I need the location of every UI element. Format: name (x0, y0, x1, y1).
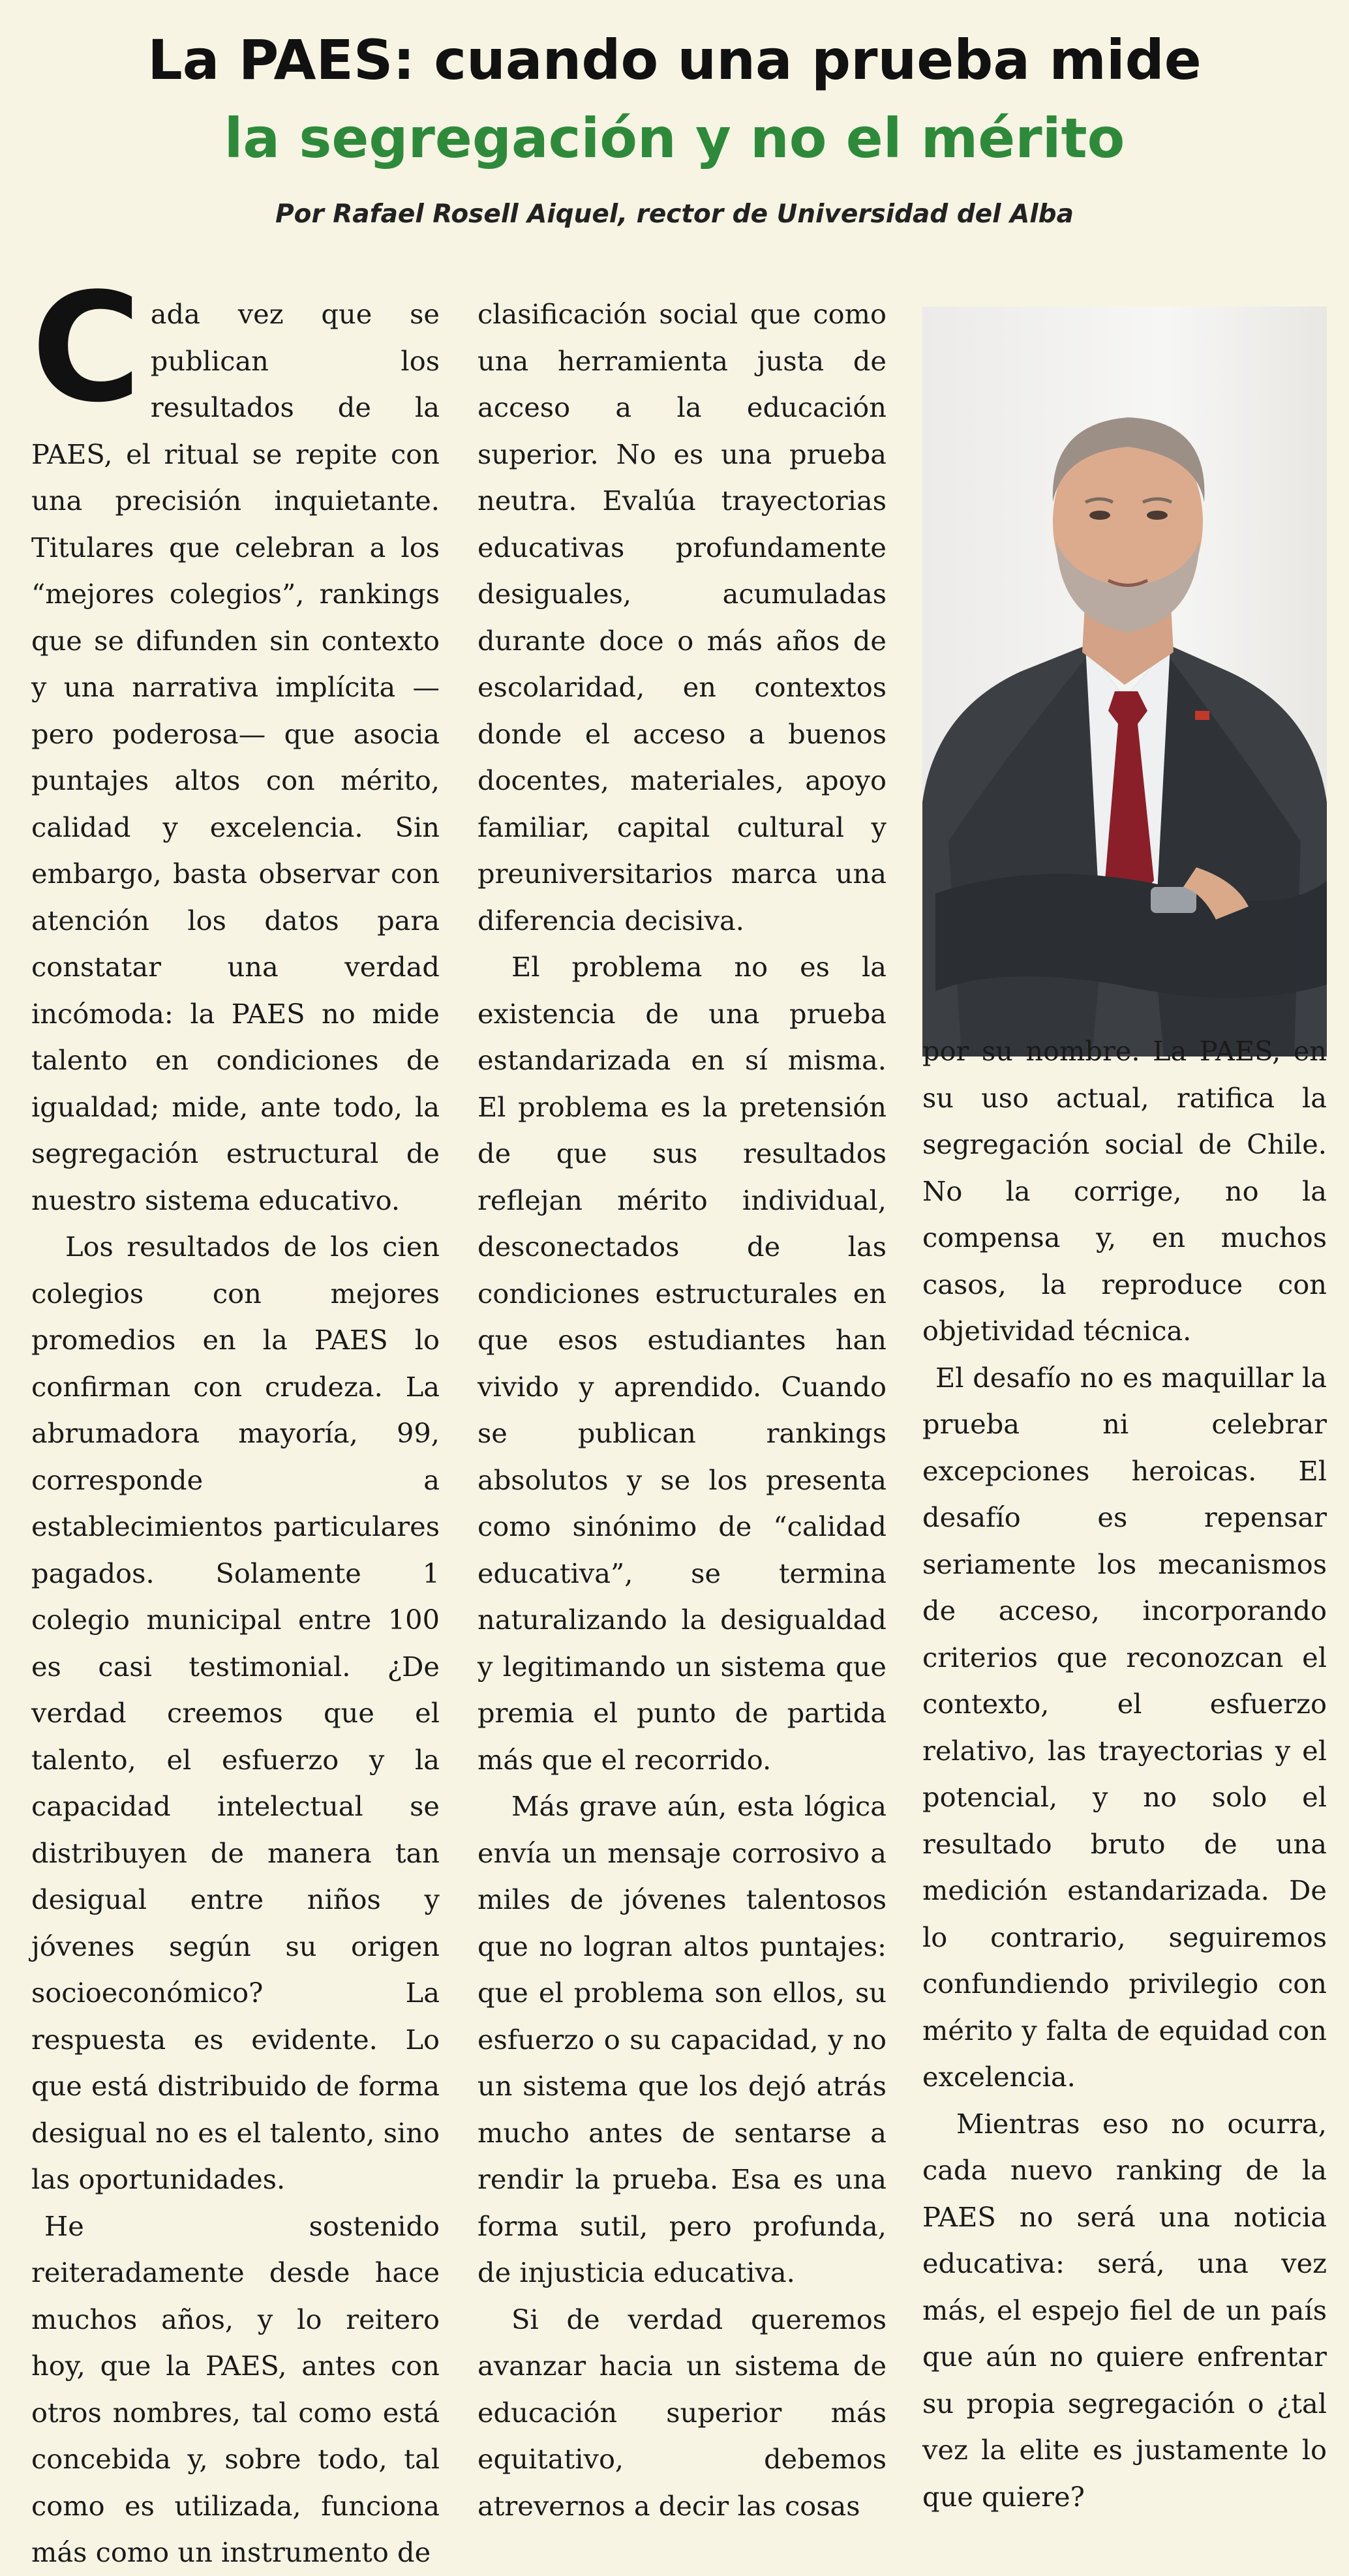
paragraph-4: El problema no es la existencia de una prueba estandarizada en sí misma. El problema es la pretensión de que sus resultados reflejan mérito individual, desconectados de las condiciones estructurales en que esos estudiantes han vivido y aprendido. Cuando se publican rankings absolutos y se los presenta como sinónimo de “calidad educativa”, se termina naturalizando la desigualdad y legitimando un sistema que premia el punto de partida más que el recorrido. (477, 951, 887, 1776)
headline-line-1: La PAES: cuando una prueba mide (147, 28, 1202, 92)
paragraph-3-continued: clasificación social que como una herramienta justa de acceso a la educación superior. No es una prueba neutra. Evalúa trayectorias educativas profundamente desiguales, acumuladas durante doce o más años de escolaridad, en contextos donde el acceso a buenos docentes, materiales, apoyo familiar, capital cultural y preuniversitarios marca una diferencia decisiva. (477, 298, 887, 936)
drop-cap: C (31, 262, 142, 436)
paragraph-2: Los resultados de los cien colegios con mejores promedios en la PAES lo confirman con crudeza. La abrumadora mayoría, 99, corresponde a establecimientos particulares pagados. Solamente 1 colegio municipal entre 100 es casi testimonial. ¿De verdad creemos que el talento, el esfuerzo y la capacidad intelectual se distribuyen de manera tan desigual entre niños y jóvenes según su origen socioeconómico? La respuesta es evidente. Lo que está distribuido de forma desigual no es el talento, sino las oportunidades. (31, 1231, 440, 2195)
byline: Por Rafael Rosell Aiquel, rector de Universidad del Alba (275, 200, 1074, 229)
paragraph-8: Mientras eso no ocurra, cada nuevo ranking de la PAES no será una noticia educativa: será, una vez más, el espejo fiel de un país que aún no quiere enfrentar su propia segregación o ¿tal vez la elite es justamente lo que quiere? (922, 2107, 1327, 2513)
headline-line-2: la segregación y no el mérito (224, 106, 1125, 170)
article-column-3 (922, 1028, 1327, 2520)
paragraph-7: El desafío no es maquillar la prueba ni celebrar excepciones heroicas. El desafío es repensar seriamente los mecanismos de acceso, incorporando criterios que reconozcan el contexto, el esfuerzo relativo, las trayectorias y el potencial, y no solo el resultado bruto de una medición estandarizada. De lo contrario, seguiremos confundiendo privilegio con mérito y falta de equidad con excelencia. (922, 1361, 1327, 2093)
paragraph-5: Más grave aún, esta lógica envía un mensaje corrosivo a miles de jóvenes talentosos que no logran altos puntajes: que el problema son ellos, su esfuerzo o su capacidad, y no un sistema que los dejó atrás mucho antes de sentarse a rendir la prueba. Esa es una forma sutil, pero profunda, de injusticia educativa. (477, 1790, 887, 2288)
paragraph-3: He sostenido reiteradamente desde hace muchos años, y lo reitero hoy, que la PAES, antes con otros nombres, tal como está concebida y, sobre todo, tal como es utilizada, funciona más como un instrumento de (31, 2209, 440, 2568)
paragraph-6: Si de verdad queremos avanzar hacia un sistema de educación superior más equitativo, debemos atrevernos a decir las cosas (477, 2303, 887, 2522)
paragraph-1 (31, 262, 440, 1223)
article-column-2 (477, 291, 887, 2529)
article-column-1 (31, 262, 440, 2576)
author-photo (922, 307, 1327, 1056)
author-portrait-image (922, 307, 1327, 1056)
paragraph-1-text: ada vez que se publican los resultados de la PAES, el ritual se repite con una precisión inquietante. Titulares que celebran a los “mejores colegios”, rankings que se difunden sin contexto y una narrativa implícita —pero poderosa— que asocia puntajes altos con mérito, calidad y excelencia. Sin embargo, basta observar con atención los datos para constatar una verdad incómoda: la PAES no mide talento en condiciones de igualdad; mide, ante todo, la segregación estructural de nuestro sistema educativo. (31, 298, 440, 1216)
paragraph-6-continued: por su nombre. La PAES, en su uso actual, ratifica la segregación social de Chile. No la corrige, no la compensa y, en muchos casos, la reproduce con objetividad técnica. (922, 1035, 1327, 1347)
